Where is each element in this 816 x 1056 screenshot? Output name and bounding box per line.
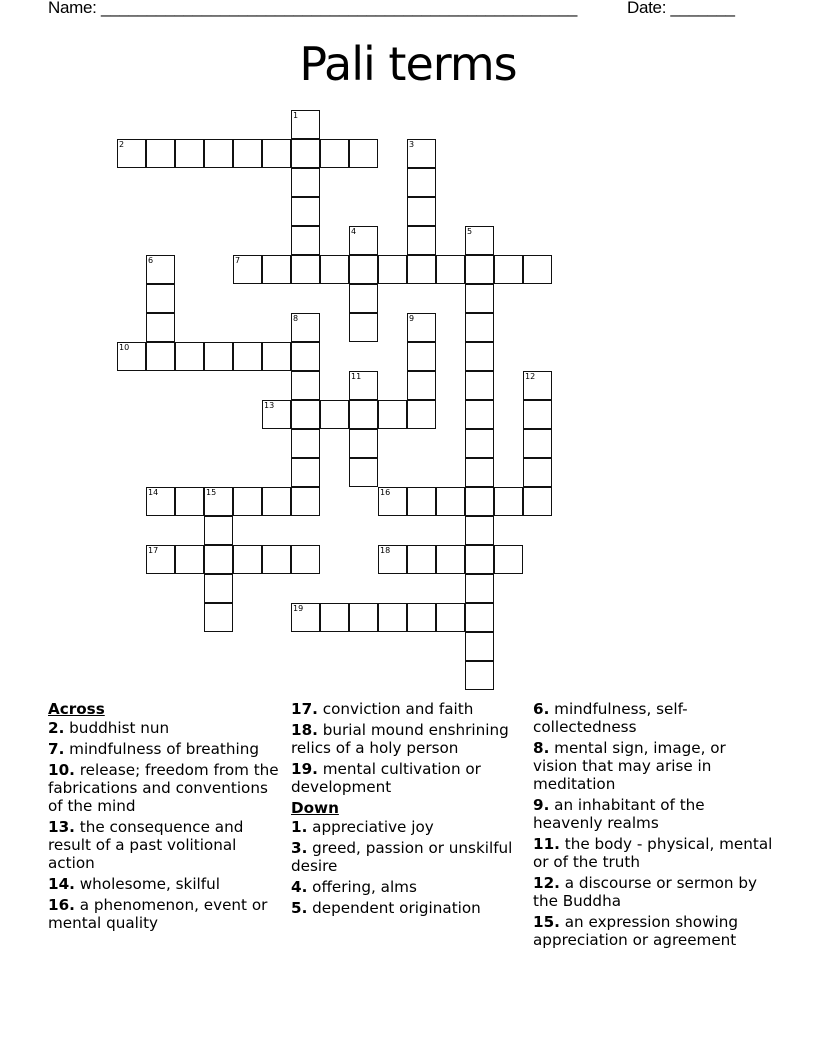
clue-across-19 bbox=[291, 760, 523, 796]
clue-number: 12. bbox=[533, 874, 560, 892]
clue-number: 10. bbox=[48, 761, 75, 779]
grid-cell[interactable] bbox=[291, 168, 320, 197]
grid-cell[interactable] bbox=[146, 139, 175, 168]
grid-cell[interactable] bbox=[407, 226, 436, 255]
clue-text: a discourse or sermon by the Buddha bbox=[533, 874, 758, 910]
cell-number: 16 bbox=[380, 488, 391, 497]
grid-cell[interactable] bbox=[349, 429, 378, 458]
grid-cell[interactable] bbox=[349, 603, 378, 632]
grid-cell[interactable] bbox=[523, 371, 552, 400]
across-heading: Across bbox=[48, 700, 105, 718]
clue-text: offering, alms bbox=[312, 878, 417, 896]
clue-number: 2. bbox=[48, 719, 65, 737]
clue-text: an expression showing appreciation or agreement bbox=[533, 913, 738, 949]
grid-cell[interactable] bbox=[407, 603, 436, 632]
clue-text: greed, passion or unskilful desire bbox=[291, 839, 513, 875]
cell-number: 9 bbox=[409, 314, 415, 323]
grid-cell[interactable] bbox=[291, 371, 320, 400]
grid-cell[interactable] bbox=[494, 545, 523, 574]
clue-across-18 bbox=[291, 721, 523, 757]
grid-cell[interactable] bbox=[465, 458, 494, 487]
grid-cell[interactable] bbox=[378, 487, 407, 516]
clue-text: appreciative joy bbox=[312, 818, 434, 836]
grid-cell[interactable] bbox=[204, 603, 233, 632]
grid-cell[interactable] bbox=[349, 284, 378, 313]
cell-number: 19 bbox=[293, 604, 304, 613]
grid-cell[interactable] bbox=[465, 255, 494, 284]
grid-cell[interactable] bbox=[523, 255, 552, 284]
grid-cell[interactable] bbox=[378, 545, 407, 574]
clues-column-1 bbox=[48, 700, 280, 935]
clue-text: mindfulness, self-collectedness bbox=[533, 700, 688, 736]
grid-cell[interactable] bbox=[204, 574, 233, 603]
grid-cell[interactable] bbox=[378, 255, 407, 284]
grid-cell[interactable] bbox=[465, 313, 494, 342]
grid-cell[interactable] bbox=[436, 487, 465, 516]
grid-cell[interactable] bbox=[175, 545, 204, 574]
clue-down-4 bbox=[291, 878, 523, 896]
clue-text: mindfulness of breathing bbox=[69, 740, 260, 758]
grid-cell[interactable] bbox=[407, 487, 436, 516]
grid-cell[interactable] bbox=[291, 603, 320, 632]
grid-cell[interactable] bbox=[204, 516, 233, 545]
clue-down-5 bbox=[291, 899, 523, 917]
grid-cell[interactable] bbox=[146, 487, 175, 516]
grid-cell[interactable] bbox=[465, 603, 494, 632]
clue-number: 14. bbox=[48, 875, 75, 893]
grid-cell[interactable] bbox=[349, 313, 378, 342]
grid-cell[interactable] bbox=[407, 545, 436, 574]
grid-cell[interactable] bbox=[523, 487, 552, 516]
grid-cell[interactable] bbox=[175, 342, 204, 371]
grid-cell[interactable] bbox=[349, 400, 378, 429]
grid-cell[interactable] bbox=[349, 458, 378, 487]
cell-number: 1 bbox=[293, 111, 299, 120]
grid-cell[interactable] bbox=[291, 226, 320, 255]
clue-down-8 bbox=[533, 739, 773, 793]
grid-cell[interactable] bbox=[291, 197, 320, 226]
grid-cell[interactable] bbox=[117, 139, 146, 168]
clue-text: release; freedom from the fabrications and conventions of the mind bbox=[48, 761, 279, 815]
grid-cell[interactable] bbox=[146, 545, 175, 574]
cell-number: 5 bbox=[467, 227, 473, 236]
date-field[interactable]: Date: _______ bbox=[627, 0, 735, 17]
grid-cell[interactable] bbox=[407, 400, 436, 429]
grid-cell[interactable] bbox=[262, 400, 291, 429]
clue-down-1 bbox=[291, 818, 523, 836]
clue-number: 3. bbox=[291, 839, 308, 857]
grid-cell[interactable] bbox=[465, 545, 494, 574]
clue-number: 11. bbox=[533, 835, 560, 853]
grid-cell[interactable] bbox=[262, 487, 291, 516]
grid-cell[interactable] bbox=[291, 400, 320, 429]
grid-cell[interactable] bbox=[291, 313, 320, 342]
grid-cell[interactable] bbox=[204, 545, 233, 574]
grid-cell[interactable] bbox=[146, 342, 175, 371]
grid-cell[interactable] bbox=[407, 313, 436, 342]
clue-number: 5. bbox=[291, 899, 308, 917]
clue-down-11 bbox=[533, 835, 773, 871]
clue-text: mental cultivation or development bbox=[291, 760, 481, 796]
grid-cell[interactable] bbox=[320, 603, 349, 632]
cell-number: 18 bbox=[380, 546, 391, 555]
grid-cell[interactable] bbox=[233, 255, 262, 284]
grid-cell[interactable] bbox=[233, 139, 262, 168]
grid-cell[interactable] bbox=[465, 516, 494, 545]
grid-cell[interactable] bbox=[233, 342, 262, 371]
clue-down-3 bbox=[291, 839, 523, 875]
grid-cell[interactable] bbox=[233, 545, 262, 574]
grid-cell[interactable] bbox=[204, 487, 233, 516]
grid-cell[interactable] bbox=[146, 255, 175, 284]
grid-cell[interactable] bbox=[465, 632, 494, 661]
grid-cell[interactable] bbox=[465, 342, 494, 371]
clue-text: buddhist nun bbox=[69, 719, 170, 737]
grid-cell[interactable] bbox=[465, 400, 494, 429]
grid-cell[interactable] bbox=[320, 139, 349, 168]
cell-number: 8 bbox=[293, 314, 299, 323]
grid-cell[interactable] bbox=[465, 226, 494, 255]
grid-cell[interactable] bbox=[407, 342, 436, 371]
clue-down-9 bbox=[533, 796, 773, 832]
grid-cell[interactable] bbox=[146, 284, 175, 313]
cell-number: 7 bbox=[235, 256, 241, 265]
clue-number: 13. bbox=[48, 818, 75, 836]
name-field[interactable]: Name: ____________________________________________________ bbox=[48, 0, 578, 17]
clue-across-10 bbox=[48, 761, 280, 815]
grid-cell[interactable] bbox=[465, 574, 494, 603]
clue-number: 17. bbox=[291, 700, 318, 718]
clue-number: 1. bbox=[291, 818, 308, 836]
grid-cell[interactable] bbox=[262, 139, 291, 168]
clue-number: 9. bbox=[533, 796, 550, 814]
cell-number: 12 bbox=[525, 372, 536, 381]
grid-cell[interactable] bbox=[523, 458, 552, 487]
grid-cell[interactable] bbox=[204, 139, 233, 168]
clue-number: 8. bbox=[533, 739, 550, 757]
grid-cell[interactable] bbox=[262, 255, 291, 284]
grid-cell[interactable] bbox=[262, 545, 291, 574]
clue-text: wholesome, skilful bbox=[79, 875, 220, 893]
clue-number: 4. bbox=[291, 878, 308, 896]
clue-down-12 bbox=[533, 874, 773, 910]
clue-down-15 bbox=[533, 913, 773, 949]
grid-cell[interactable] bbox=[320, 400, 349, 429]
cell-number: 13 bbox=[264, 401, 275, 410]
grid-cell[interactable] bbox=[465, 661, 494, 690]
down-heading: Down bbox=[291, 799, 339, 817]
grid-cell[interactable] bbox=[291, 342, 320, 371]
grid-cell[interactable] bbox=[146, 313, 175, 342]
cell-number: 17 bbox=[148, 546, 159, 555]
grid-cell[interactable] bbox=[204, 342, 233, 371]
grid-cell[interactable] bbox=[291, 110, 320, 139]
clue-number: 7. bbox=[48, 740, 65, 758]
cell-number: 15 bbox=[206, 488, 217, 497]
clue-across-13 bbox=[48, 818, 280, 872]
cell-number: 3 bbox=[409, 140, 415, 149]
clue-across-7 bbox=[48, 740, 280, 758]
cell-number: 14 bbox=[148, 488, 159, 497]
grid-cell[interactable] bbox=[465, 371, 494, 400]
cell-number: 10 bbox=[119, 343, 130, 352]
clues-column-3 bbox=[533, 700, 773, 952]
clue-down-6 bbox=[533, 700, 773, 736]
grid-cell[interactable] bbox=[494, 487, 523, 516]
clue-text: an inhabitant of the heavenly realms bbox=[533, 796, 705, 832]
clue-number: 16. bbox=[48, 896, 75, 914]
grid-cell[interactable] bbox=[175, 139, 204, 168]
grid-cell[interactable] bbox=[117, 342, 146, 371]
clue-text: conviction and faith bbox=[322, 700, 474, 718]
grid-cell[interactable] bbox=[291, 139, 320, 168]
grid-cell[interactable] bbox=[407, 168, 436, 197]
grid-cell[interactable] bbox=[291, 545, 320, 574]
grid-cell[interactable] bbox=[175, 487, 204, 516]
grid-cell[interactable] bbox=[378, 400, 407, 429]
grid-cell[interactable] bbox=[465, 487, 494, 516]
clue-text: the body - physical, mental or of the truth bbox=[533, 835, 773, 871]
clue-across-16 bbox=[48, 896, 280, 932]
grid-cell[interactable] bbox=[407, 139, 436, 168]
clues-column-2 bbox=[291, 700, 523, 920]
grid-cell[interactable] bbox=[407, 197, 436, 226]
clue-number: 15. bbox=[533, 913, 560, 931]
clue-text: dependent origination bbox=[312, 899, 481, 917]
grid-cell[interactable] bbox=[349, 371, 378, 400]
clue-text: burial mound enshrining relics of a holy person bbox=[291, 721, 509, 757]
clue-across-14 bbox=[48, 875, 280, 893]
grid-cell[interactable] bbox=[407, 371, 436, 400]
cell-number: 4 bbox=[351, 227, 357, 236]
grid-cell[interactable] bbox=[523, 400, 552, 429]
grid-cell[interactable] bbox=[465, 284, 494, 313]
grid-cell[interactable] bbox=[349, 226, 378, 255]
cell-number: 11 bbox=[351, 372, 362, 381]
clue-across-2 bbox=[48, 719, 280, 737]
clue-text: the consequence and result of a past volitional action bbox=[48, 818, 244, 872]
page-title: Pali terms bbox=[299, 37, 517, 91]
grid-cell[interactable] bbox=[320, 255, 349, 284]
grid-cell[interactable] bbox=[291, 429, 320, 458]
grid-cell[interactable] bbox=[378, 603, 407, 632]
clue-number: 18. bbox=[291, 721, 318, 739]
cell-number: 6 bbox=[148, 256, 154, 265]
clue-number: 19. bbox=[291, 760, 318, 778]
grid-cell[interactable] bbox=[233, 487, 262, 516]
clue-text: a phenomenon, event or mental quality bbox=[48, 896, 268, 932]
grid-cell[interactable] bbox=[291, 458, 320, 487]
clue-across-17 bbox=[291, 700, 523, 718]
grid-cell[interactable] bbox=[291, 255, 320, 284]
grid-cell[interactable] bbox=[291, 487, 320, 516]
grid-cell[interactable] bbox=[262, 342, 291, 371]
clue-number: 6. bbox=[533, 700, 550, 718]
grid-cell[interactable] bbox=[436, 545, 465, 574]
grid-cell[interactable] bbox=[436, 603, 465, 632]
clue-text: mental sign, image, or vision that may arise in meditation bbox=[533, 739, 726, 793]
grid-cell[interactable] bbox=[436, 255, 465, 284]
grid-cell[interactable] bbox=[494, 255, 523, 284]
grid-cell[interactable] bbox=[523, 429, 552, 458]
grid-cell[interactable] bbox=[407, 255, 436, 284]
grid-cell[interactable] bbox=[349, 139, 378, 168]
grid-cell[interactable] bbox=[465, 429, 494, 458]
cell-number: 2 bbox=[119, 140, 125, 149]
grid-cell[interactable] bbox=[349, 255, 378, 284]
